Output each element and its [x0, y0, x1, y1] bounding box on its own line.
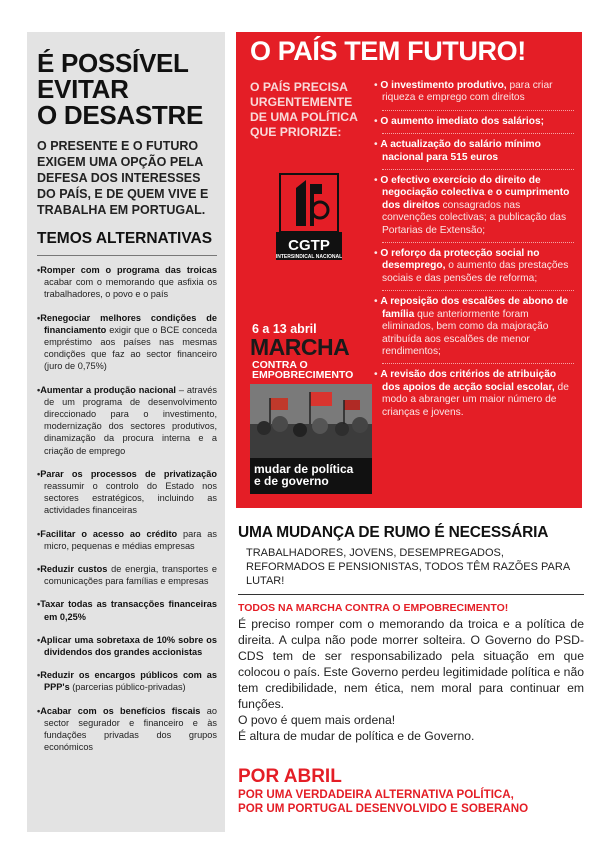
marcha-poster	[250, 322, 372, 494]
priority-item: • A revisão dos critérios de atribuição dos apoios de acção social escolar, de modo a abranger um maior número de crianças e jovens.	[374, 369, 569, 418]
alternative-item: •Parar os processos de privatização reassumir o controlo do Estado nos sectores estratégicos, incluindo as actividades financeiras	[37, 468, 217, 516]
poster-slogan	[250, 458, 372, 494]
cgtp-logo	[276, 170, 342, 260]
alternative-item: •Aumentar a produção nacional – através de um programa de desenvolvimento direccionado para o investimento, modernização dos sectores produtivos, dinamização da procura interna e a criação de emprego	[37, 384, 218, 456]
main-title	[37, 50, 217, 128]
abril-title: POR ABRIL	[238, 766, 342, 787]
divider	[382, 169, 574, 170]
protest-photo	[250, 384, 372, 458]
red-panel-subtitle: O PAÍS PRECISA URGENTEMENTE DE UMA POLÍTICA QUE PRIORIZE:	[250, 80, 358, 139]
alternative-item: •Renegociar melhores condições de financiamento exigir que o BCE conceda empréstimo aos países nas mesmas condições que faz ao sector financeiro (juro de 0,75%)	[37, 312, 217, 372]
priority-item: • O efectivo exercício do direito de negociação colectiva e o cumprimento dos direitos consagrados nas convenções colectivas; a publicação das Portarias de Extensão;	[374, 175, 570, 236]
abril-section	[238, 766, 584, 816]
poster-marcha: MARCHA	[250, 334, 350, 360]
divider	[37, 255, 217, 256]
body-line: É altura de mudar de política e de Governo.	[238, 729, 475, 743]
priority-item: • O investimento produtivo, para criar riqueza e emprego com direitos	[374, 80, 553, 104]
mudanca-section	[238, 524, 584, 744]
priority-item: • A reposição dos escalões de abono de família que anteriormente foram eliminados, bem como da majoração atribuída aos escalões de menor rendimentos;	[374, 296, 568, 357]
divider	[382, 363, 574, 364]
red-panel-title: O PAÍS TEM FUTURO!	[250, 36, 526, 66]
alternative-item: •Taxar todas as transacções financeiras em 0,25%	[37, 599, 217, 622]
poster-dates: 6 a 13 abril	[252, 322, 317, 336]
logo-subtext: INTERSINDICAL NACIONAL	[276, 254, 342, 260]
title-line: EVITAR	[37, 74, 129, 104]
mudanca-subtitle: TRABALHADORES, JOVENS, DESEMPREGADOS, REFORMADOS E PENSIONISTAS, TODOS TÊM RAZÕES PARA LUTAR!	[246, 547, 570, 587]
alternative-item: •Acabar com os benefícios fiscais ao sector segurador e financeiro e às fundações privadas dos grupos económicos	[37, 705, 217, 753]
abril-line: POR UM PORTUGAL DESENVOLVIDO E SOBERANO	[238, 802, 529, 815]
divider	[382, 110, 574, 111]
poster-contra-line: CONTRA O	[252, 359, 308, 371]
logo-text: CGTP	[288, 237, 330, 254]
title-line: É POSSÍVEL	[37, 48, 189, 78]
divider	[382, 242, 574, 243]
alternative-item: •Romper com o programa das troicas acabar com o memorando que asfixia os trabalhadores, o povo e o país	[37, 265, 217, 300]
mudanca-title: UMA MUDANÇA DE RUMO É NECESSÁRIA	[238, 524, 549, 541]
abril-line: POR UMA VERDADEIRA ALTERNATIVA POLÍTICA,	[238, 788, 514, 801]
divider	[238, 594, 584, 595]
alternative-item: •Reduzir custos de energia, transportes e comunicações para famílias e empresas	[37, 564, 218, 587]
red-panel	[236, 32, 582, 508]
poster-slogan-line: mudar de política	[254, 462, 354, 476]
poster-contra	[252, 360, 353, 380]
title-line: O DESASTRE	[37, 100, 204, 130]
priority-item: • A actualização do salário mínimo nacional para 515 euros	[374, 139, 541, 163]
priority-list	[374, 80, 574, 424]
marcha-call: TODOS NA MARCHA CONTRA O EMPOBRECIMENTO!	[238, 602, 509, 614]
priority-item: • O aumento imediato dos salários;	[374, 115, 545, 127]
alternative-item: •Facilitar o acesso ao crédito para as micro, pequenas e médias empresas	[37, 528, 217, 551]
left-column	[27, 32, 225, 832]
priority-item: • O reforço da protecção social no desemprego, o aumento das prestações sociais e das pensões de reforma;	[374, 248, 569, 284]
alternatives-heading: TEMOS ALTERNATIVAS	[37, 230, 213, 247]
poster-slogan-line: e de governo	[254, 474, 329, 488]
body-line: O povo é quem mais ordena!	[238, 713, 396, 727]
divider	[382, 290, 574, 291]
alternative-item: •Reduzir os encargos públicos com as PPP's (parcerias público-privadas)	[37, 670, 217, 693]
lead-text: O PRESENTE E O FUTURO EXIGEM UMA OPÇÃO PELA DEFESA DOS INTERESSES DO PAÍS, E DE QUEM VIVE E TRABALHA EM PORTUGAL.	[37, 139, 209, 217]
divider	[382, 133, 574, 134]
alternative-item: •Aplicar uma sobretaxa de 10% sobre os dividendos dos grandes accionistas	[37, 634, 217, 658]
poster-empobrecimento: EMPOBRECIMENTO	[252, 369, 354, 381]
body-paragraph: É preciso romper com o memorando da troica e a política de direita. A culpa não pode morrer solteira. O Governo do PSD-CDS tem de ser responsabilizado pela situação em que colocou o país. Este Governo perdeu legitimidade política e não tem credibilidade, nem ética, nem moral para continuar em funções.	[238, 617, 584, 711]
